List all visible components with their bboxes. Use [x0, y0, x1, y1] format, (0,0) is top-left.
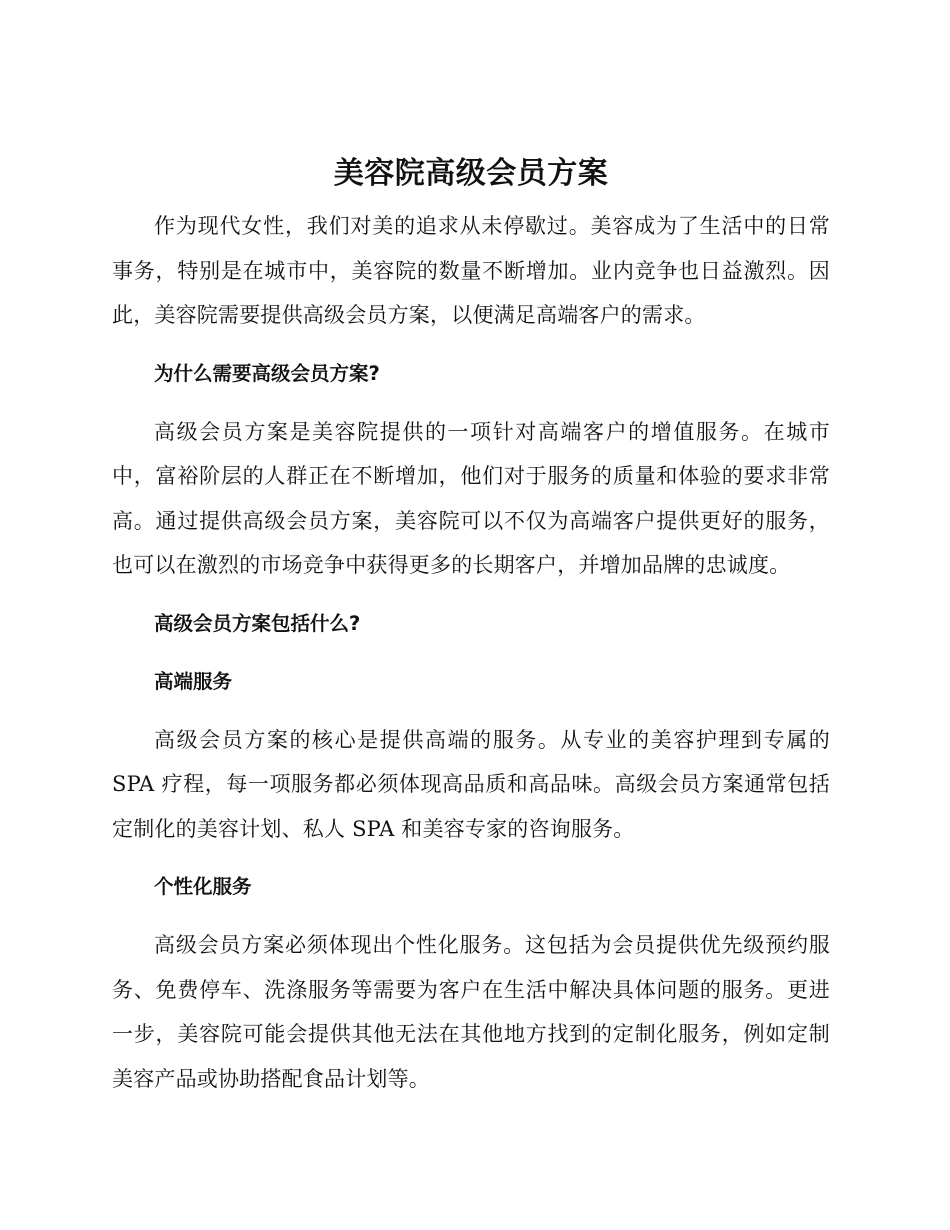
section-body-personalized-service: 高级会员方案必须体现出个性化服务。这包括为会员提供优先级预约服务、免费停车、洗涤服务等需要为客户在生活中解决具体问题的服务。更进一步，美容院可能会提供其他无法在其他地方找到的定制化服务，例如定制美容产品或协助搭配食品计划等。 [112, 933, 830, 1091]
section-heading-premium-service: 高端服务 [154, 669, 233, 693]
section-body-why: 高级会员方案是美容院提供的一项针对高端客户的增值服务。在城市中，富裕阶层的人群正在不断增加，他们对于服务的质量和体验的要求非常高。通过提供高级会员方案，美容院可以不仅为高端客户提供更好的服务，也可以在激烈的市场竞争中获得更多的长期客户，并增加品牌的忠诚度。 [112, 419, 830, 577]
section-heading-personalized-service: 个性化服务 [154, 875, 252, 898]
section-heading-why: 为什么需要高级会员方案? [154, 361, 380, 385]
section-heading-includes: 高级会员方案包括什么? [154, 611, 361, 635]
section-body-premium-service: 高级会员方案的核心是提供高端的服务。从专业的美容护理到专属的 SPA 疗程，每一项服务都必须体现高品质和高品味。高级会员方案通常包括定制化的美容计划、私人 SPA 和美容专家的咨询服务。 [112, 727, 830, 841]
document-title: 美容院高级会员方案 [333, 156, 609, 191]
intro-paragraph: 作为现代女性，我们对美的追求从未停歇过。美容成为了生活中的日常事务，特别是在城市中，美容院的数量不断增加。业内竞争也日益激烈。因此，美容院需要提供高级会员方案，以便满足高端客户的需求。 [112, 214, 830, 327]
document-page [112, 150, 830, 1101]
